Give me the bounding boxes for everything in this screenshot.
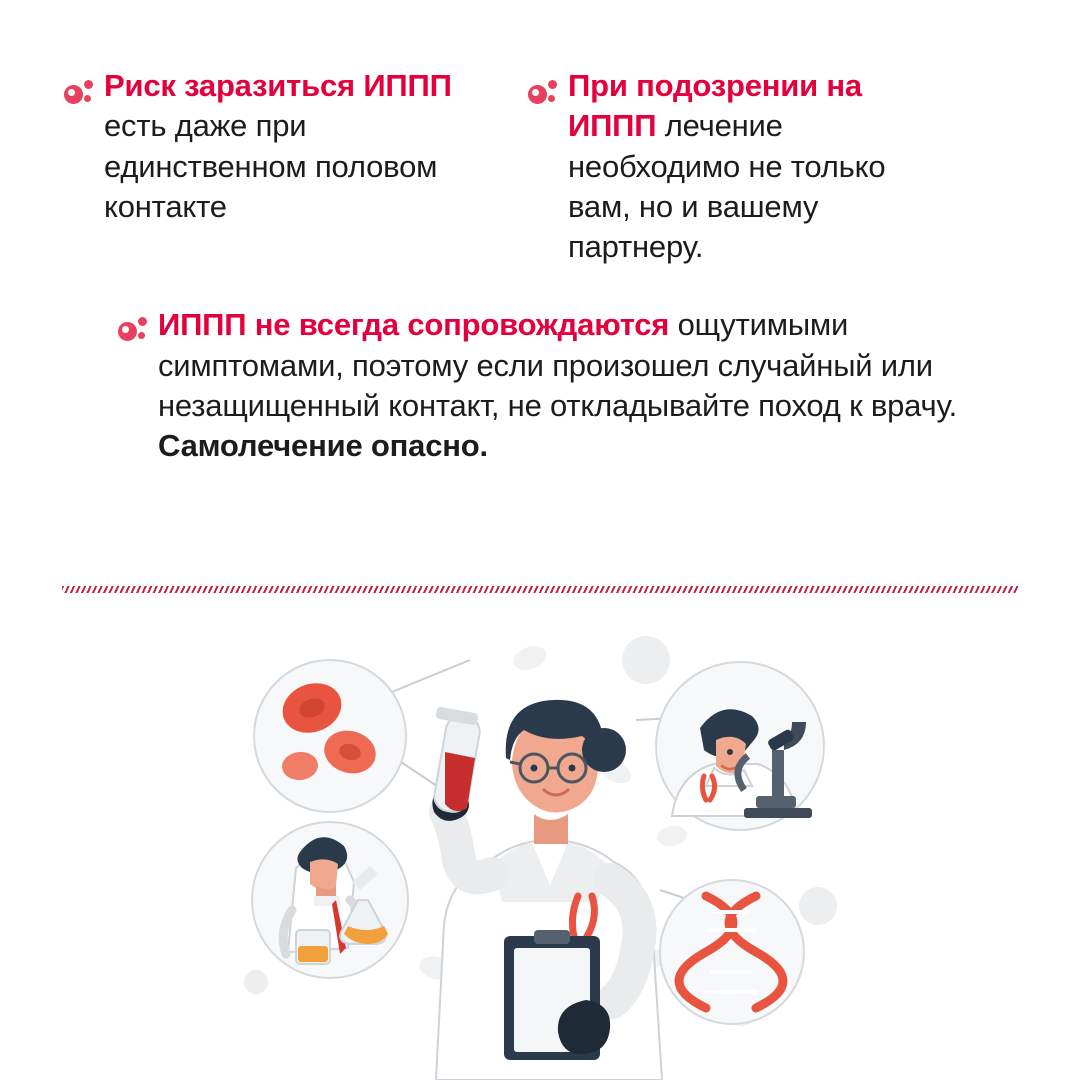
fact-risk bbox=[62, 66, 492, 267]
facts-top-row bbox=[0, 0, 1080, 267]
illustration-lab-scene bbox=[0, 600, 1080, 1080]
fact-risk-highlight: Риск заразиться ИППП bbox=[104, 68, 452, 103]
fact-symptoms-highlight: ИППП не всегда сопровождаются bbox=[158, 307, 670, 343]
blood-drop-bullet-icon bbox=[116, 317, 158, 351]
section-divider bbox=[62, 586, 1018, 593]
fact-symptoms-rest: ощутимыми симптомами, поэтому если произошел случайный или незащищенный контакт, не откладывайте поход к врачу. bbox=[158, 307, 958, 424]
fact-treatment-text bbox=[568, 66, 956, 267]
lab-flask-icon bbox=[252, 822, 408, 978]
blood-drop-bullet-icon bbox=[526, 80, 568, 114]
fact-risk-rest: есть даже при единственном половом контакте bbox=[104, 108, 438, 224]
fact-treatment-highlight: При подозрении на ИППП bbox=[568, 68, 862, 144]
fact-treatment bbox=[526, 66, 956, 267]
blood-cells-icon bbox=[254, 660, 406, 812]
fact-symptoms-bold-tail: Самолечение опасно. bbox=[158, 428, 488, 464]
fact-risk-text bbox=[104, 66, 492, 227]
fact-symptoms-text bbox=[158, 305, 958, 466]
dna-helix-icon bbox=[660, 880, 804, 1024]
fact-treatment-rest: лечение необходимо не только вам, но и вашему партнеру. bbox=[568, 108, 886, 265]
central-doctor-figure bbox=[432, 700, 662, 1080]
blood-drop-bullet-icon bbox=[62, 80, 104, 114]
microscope-icon bbox=[656, 662, 824, 830]
fact-symptoms bbox=[0, 267, 1080, 466]
